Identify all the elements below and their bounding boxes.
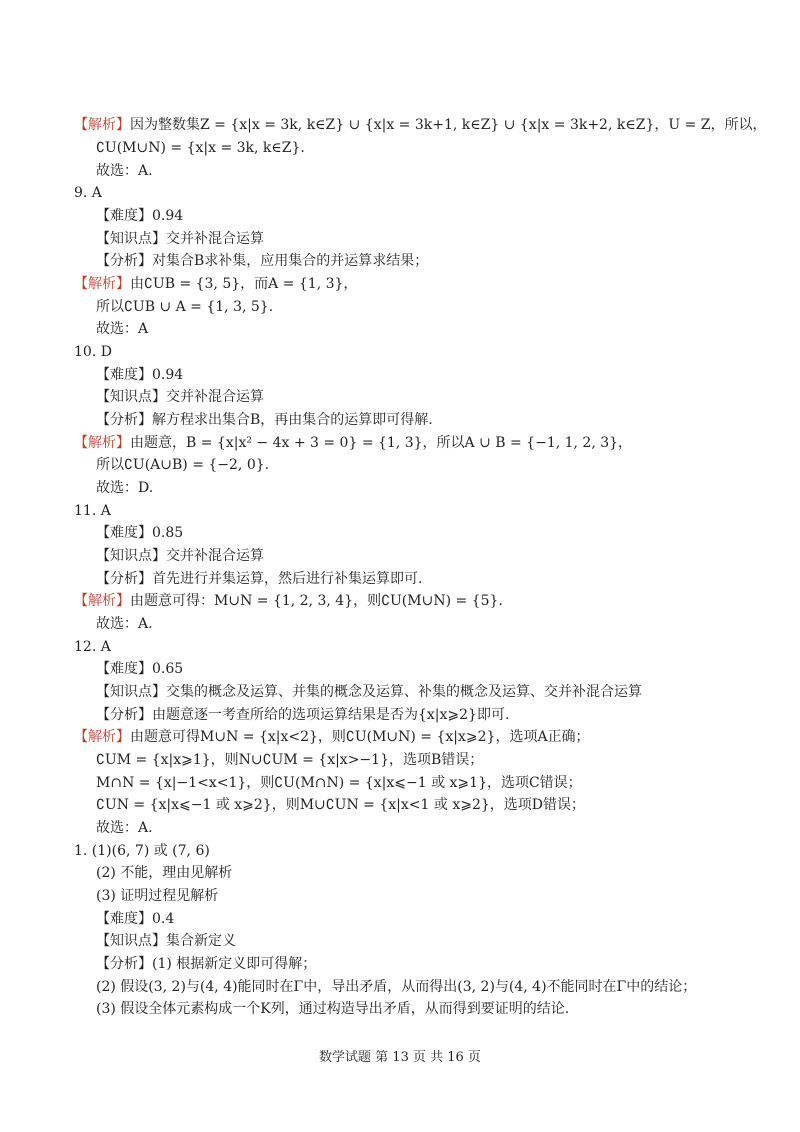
question-number: 1. (1)(6, 7) 或 (7, 6): [74, 843, 210, 859]
text-line: (2) 不能，理由见解析: [96, 865, 233, 881]
text-line: ∁UM = {x|x⩾1}，则N∪∁UM = {x|x>−1}，选项B错误；: [96, 752, 484, 768]
line-text: 由题意可得M∪N = {x|x<2}，则∁U(M∪N) = {x|x⩾2}，选项A正确；: [130, 729, 590, 745]
analysis-line: [74, 433, 632, 453]
analysis-tag: 【解析】: [74, 117, 130, 133]
analysis-tag: 【解析】: [74, 593, 130, 609]
line-text: 由题意，B = {x|x² − 4x + 3 = 0} = {1, 3}，所以A ∪ B = {−1, 1, 2, 3}，: [130, 435, 633, 451]
knowledge-point-line: 【知识点】交并补混合运算: [96, 389, 264, 405]
analysis-summary-line: 【分析】解方程求出集合B，再由集合的运算即可得解.: [96, 412, 433, 428]
text-line: (2) 假设(3, 2)与(4, 4)能同时在Γ中，导出矛盾，从而得出(3, 2)与(4, 4)不能同时在Γ中的结论；: [96, 979, 697, 995]
question-number: 12. A: [74, 639, 111, 655]
analysis-tag: 【解析】: [74, 435, 130, 451]
analysis-summary-line: 【分析】(1) 根据新定义即可得解；: [96, 956, 317, 972]
line-text: 由∁UB = {3, 5}，而A = {1, 3}，: [130, 276, 358, 292]
text-line: 所以∁U(A∪B) = {−2, 0}.: [96, 457, 270, 473]
analysis-line: [74, 115, 767, 135]
question-number: 9. A: [74, 185, 102, 201]
analysis-summary-line: 【分析】对集合B求补集，应用集合的并运算求结果；: [96, 253, 429, 269]
line-text: 由题意可得：M∪N = {1, 2, 3, 4}，则∁U(M∪N) = {5}.: [130, 593, 503, 609]
difficulty-line: 【难度】0.4: [96, 911, 175, 927]
line-text: 因为整数集Z = {x|x = 3k, k∈Z} ∪ {x|x = 3k+1, k∈Z} ∪ {x|x = 3k+2, k∈Z}，U = Z，所以，: [130, 117, 767, 133]
text-line: (3) 证明过程见解析: [96, 888, 219, 904]
text-line: (3) 假设全体元素构成一个K列，通过构造导出矛盾，从而得到要证明的结论.: [96, 1001, 570, 1017]
knowledge-point-line: 【知识点】交并补混合运算: [96, 548, 264, 564]
text-line: 故选：A.: [96, 163, 153, 179]
difficulty-line: 【难度】0.85: [96, 525, 184, 541]
difficulty-line: 【难度】0.65: [96, 661, 184, 677]
analysis-line: [74, 274, 357, 294]
analysis-line: [74, 727, 590, 747]
analysis-tag: 【解析】: [74, 276, 130, 292]
text-line: 故选：A.: [96, 616, 153, 632]
difficulty-line: 【难度】0.94: [96, 208, 184, 224]
question-number: 11. A: [74, 503, 111, 519]
question-number: 10. D: [74, 344, 112, 360]
page-footer: 数学试题 第 13 页 共 16 页: [319, 1050, 481, 1065]
knowledge-point-line: 【知识点】交集的概念及运算、并集的概念及运算、补集的概念及运算、交并补混合运算: [96, 684, 642, 700]
analysis-line: [74, 591, 503, 611]
text-line: ∁U(M∪N) = {x|x = 3k, k∈Z}.: [96, 140, 305, 156]
text-line: 故选：D.: [96, 480, 154, 496]
text-line: M∩N = {x|−1<x<1}，则∁U(M∩N) = {x|x⩽−1 或 x⩾1}，选项C错误；: [96, 775, 582, 791]
text-line: ∁UN = {x|x⩽−1 或 x⩾2}，则M∪∁UN = {x|x<1 或 x⩾2}，选项D错误；: [96, 797, 585, 813]
analysis-summary-line: 【分析】由题意逐一考查所给的选项运算结果是否为{x|x⩾2}即可.: [96, 707, 510, 723]
difficulty-line: 【难度】0.94: [96, 367, 184, 383]
text-line: 故选：A: [96, 321, 149, 337]
text-line: 所以∁UB ∪ A = {1, 3, 5}.: [96, 299, 274, 315]
analysis-tag: 【解析】: [74, 729, 130, 745]
analysis-summary-line: 【分析】首先进行并集运算，然后进行补集运算即可.: [96, 571, 423, 587]
knowledge-point-line: 【知识点】交并补混合运算: [96, 231, 264, 247]
knowledge-point-line: 【知识点】集合新定义: [96, 933, 236, 949]
text-line: 故选：A.: [96, 820, 153, 836]
